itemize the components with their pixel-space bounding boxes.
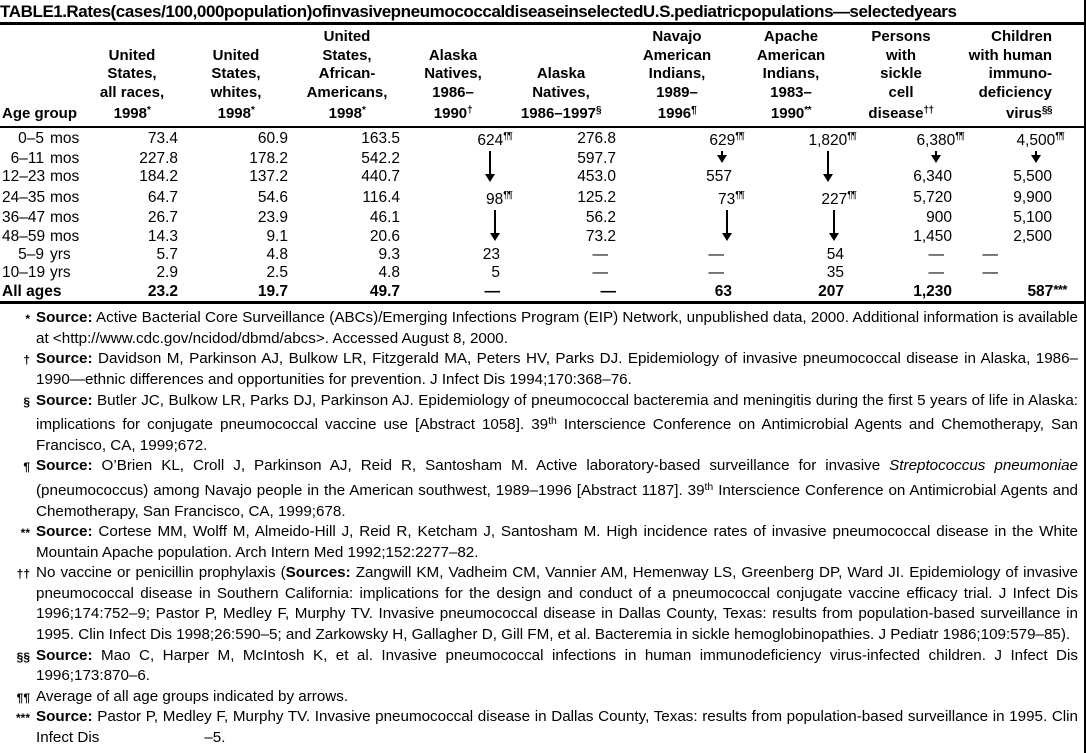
footnote-text: th [548,415,557,428]
footnote-text: Cortese MM, Wolff M, Almeido-Hill J, Reid R, Ketcham J, Santosham M. High incidence rates of invasive pneumococcal disease in the White Mountain Apache population. Arch Intern Med 1992;152:2277–82. [36,523,1078,561]
table-cell: — [708,245,724,263]
table-cell [622,150,738,168]
footnote-marker: ¶¶ [16,690,30,705]
table-cell [622,228,738,246]
table-cell: — [708,264,724,282]
footnote-ref: * [146,105,151,116]
table-cell: — [592,245,608,263]
table-cell: 5 [491,264,500,282]
table-cell: — [484,282,500,300]
footnote [0,308,1086,349]
table-cell: — [600,282,616,300]
footnote-text: Source: [36,350,93,368]
footnote-ref: † [467,105,473,116]
table-cell: 116.4 [362,188,400,206]
column-header: Navajo American Indians, 1989– 1996¶ [622,25,738,127]
table-cell: 20.6 [369,227,400,245]
table-cell: 64.7 [147,188,178,206]
footnote-ref: ** [804,105,812,116]
table-cell: 73.2 [585,227,616,245]
table-cell: 56.2 [585,209,616,227]
filler-cell [1058,168,1086,186]
table-cell: 227.8 [139,149,178,167]
filler-cell [1058,246,1086,264]
footnotes [0,304,1086,748]
footnote [0,456,1086,522]
filler-cell [1058,209,1086,227]
table-cell [850,150,958,168]
table-row [0,187,1086,209]
table-cell: 26.7 [147,209,178,227]
table-wrap [0,25,1086,301]
table-cell: 1,450 [913,227,952,245]
table-cell: 557 [706,168,732,186]
header-row [0,25,1086,127]
table-cell: 2,500 [1013,227,1052,245]
table-cell: 5,500 [1013,168,1052,186]
table-row [0,150,1086,168]
table-cell: 5,100 [1013,209,1052,227]
column-header: Children with human immuno- deficiency virus§§ [958,25,1058,127]
table-cell: 4.8 [378,264,400,282]
footnote-text: Davidson M, Parkinson AJ, Bulkow LR, Fitzgerald MA, Peters HV, Parks DJ. Epidemiology of invasive pneumococcal disease in Alaska, 1986–1990—ethnic differences and opportunities for prevention. J Infect Dis 1994;170:368–76. [36,350,1078,388]
footnote-text: Source: [36,708,93,726]
footnote-ref: †† [923,105,934,116]
table-cell: — [592,264,608,282]
column-header: Apache American Indians, 1983– 1990** [738,25,850,127]
table-cell: 9.3 [378,245,400,263]
footnote-text: Mao C, Harper M, McIntosh K, et al. Invasive pneumococcal infections in human immunodeficiency virus-infected children. J Infect Dis 1996;173:870–6. [36,646,1078,685]
column-header: United States, whites, 1998* [184,25,294,127]
footnote-text: Active Bacterial Core Surveillance (ABCs)/Emerging Infections Program (EIP) Network, unpublished data, 2000. Additional information is available at <http://www.cdc.gov/ncidod/dbmd/abcs>. Accessed August 8, 2000. [36,309,1078,347]
filler-cell [1058,264,1086,282]
table-cell [738,168,850,186]
footnote-text: Source: [36,457,93,475]
table-cell: 207 [818,282,844,300]
table-cell: 2.9 [156,264,178,282]
footnote-text: O’Brien KL, Croll J, Parkinson AJ, Reid R, Santosham M. Active laboratory-based surveillance for invasive [92,457,890,475]
filler-cell [1058,187,1086,209]
footnote-marker: §§ [16,649,30,664]
table-cell: 5.7 [156,245,178,263]
footnote [0,522,1086,563]
table-row [0,228,1086,246]
table-cell: 5,720 [913,188,952,206]
table-cell: 1,230 [913,282,952,300]
table-cell: 184.2 [139,168,178,186]
footnote-marker: †† [16,567,30,582]
table-cell [738,228,850,246]
footnote-ref: * [361,105,366,116]
footnote-ref: ¶¶ [847,130,856,142]
footnote-ref: ¶¶ [735,130,744,142]
table-cell [738,150,850,168]
table-cell: 6,380¶¶ [916,130,964,149]
footnote-text: (pneumococcus) among Navajo people in the American southwest, 1989–1996 [Abstract 1187]. 39 [36,481,705,499]
table-cell: 23 [482,245,500,263]
footnote-ref: ¶¶ [503,130,512,142]
age-group-cell: All ages [2,282,62,300]
footnote [0,391,1086,457]
footnote-text: Pastor P, Medley F, Murphy TV. Invasive pneumococcal disease in Dallas County, Texas: results from population-based surveillance in 1995. Clin Infect Dis [36,708,1078,747]
footnote-ref: ¶¶ [503,189,512,201]
table-cell: 60.9 [257,129,288,147]
footnote-ref: §§ [1041,105,1052,116]
footnote-marker: ¶ [23,460,30,475]
footnote-text: –5. [204,729,226,747]
table-cell: 629¶¶ [709,130,744,149]
table-cell: 19.7 [257,282,288,300]
footnote-text: Source: [36,391,93,409]
footnote-ref: ¶¶ [1055,130,1064,142]
table-cell: 23.2 [147,282,178,300]
table-header [0,25,1086,127]
footnote-marker: † [23,353,30,368]
column-header: Alaska Natives, 1986– 1990† [406,25,506,127]
table-cell: 49.7 [369,282,400,300]
footnote-ref: *** [1053,281,1067,297]
table-cell: 125.2 [577,188,616,206]
footnote-text: th [704,480,714,493]
table-cell: 54.6 [257,188,288,206]
table-cell: 73.4 [147,129,178,147]
table-row [0,246,1086,264]
footnote-marker: * [25,312,30,327]
footnote-text: Streptococcus pneumoniae [889,457,1078,475]
table-cell: 46.1 [369,209,400,227]
footnote-text: Zangwill KM, Vadheim CM, Vannier AM, Hemenway LS, Greenberg DP, Ward JI. Epidemiology of invasive pneumococcal disease in Southern California: implications for the design and conduct of a pneumococcal conjugate vaccine efficacy trial. J Infect Dis 1996;174:752–9; Pastor P, Medley F, Murphy TV. Invasive pneumococcal disease in Dallas County, Texas: results from population-based surveillance in 1995. Clin Infect Dis 1998;26:590–5; and Zarkowsky H, Gallagher D, Gill FM, et al. Bacteremia in sickle hemoglobinopathies. J Pediatr 1986;109:579–85). [36,564,1078,644]
table-cell: 163.5 [361,129,400,147]
table-cell: 542.2 [361,149,400,167]
table-cell [406,209,506,227]
table-cell: 54 [826,245,844,263]
footnote-text: Source: [36,646,93,664]
table-cell: — [928,245,944,263]
footnote-text: Source: [36,309,93,327]
table-cell: 98¶¶ [486,189,512,208]
footnote [0,646,1086,687]
table-cell: 9,900 [1013,188,1052,206]
footnote-ref: * [250,105,255,116]
table-cell: 440.7 [361,168,400,186]
table-cell: 73¶¶ [718,189,744,208]
age-group-cell: 10–19 yrs [2,264,71,282]
footnote-text: Butler JC, Bulkow LR, Parks DJ, Parkinson AJ. Epidemiology of pneumococcal bacteremia and meningitis during the first 5 years of life in Alaska: implications for conjugate pneumococcal vaccine use [Abstract 1058]. 39 [36,391,1078,434]
age-group-cell: 24–35 mos [2,188,80,206]
table-cell: 9.1 [266,227,288,245]
footnote-text: No vaccine or penicillin prophylaxis ( [36,564,286,582]
footnote [0,349,1086,390]
table-cell: 4.8 [266,245,288,263]
table-cell: 4,500¶¶ [1016,130,1064,149]
filler-cell [1058,228,1086,246]
filler-header [1058,25,1086,127]
table-cell: 587*** [1027,281,1067,300]
table-cell: 178.2 [249,149,288,167]
table-cell [622,209,738,227]
footnote-text: Sources: [285,564,351,582]
table-cell: 63 [714,282,732,300]
footnote-text: Average of all age groups indicated by arrows. [36,687,349,705]
table-cell: 137.2 [249,168,288,186]
age-group-header: Age group [0,25,86,127]
table-cell: 2.5 [266,264,288,282]
table-row [0,264,1086,282]
column-header: Alaska Natives, 1986–1997§ [506,25,622,127]
footnote-text: Interscience Conference on Antimicrobial Agents and Chemotherapy, San Francisco, CA, 1999;678. [36,481,1078,520]
footnote-marker: *** [15,711,30,726]
footnote-marker: ** [20,526,30,541]
age-group-cell: 48–59 mos [2,227,80,245]
table-cell: 624¶¶ [477,130,512,149]
table-title: TABLE 1. Rates (cases/100,000 population) of invasive pneumococcal disease in selected U.S. pediatric populations — selected years [0,2,957,21]
table-row [0,168,1086,186]
column-header: Persons with sickle cell disease†† [850,25,958,127]
column-header: United States, African- Americans, 1998* [294,25,406,127]
footnote-ref: ¶¶ [735,189,744,201]
table-cell [406,168,506,186]
column-header: United States, all races, 1998* [86,25,184,127]
footnote-ref: ¶¶ [955,130,964,142]
table-cell: 35 [826,264,844,282]
data-table [0,25,1086,301]
footnote-ref: ¶ [691,105,697,116]
table-cell: 227¶¶ [821,189,856,208]
age-group-cell: 36–47 mos [2,209,80,227]
table-cell: 1,820¶¶ [808,130,856,149]
age-group-cell: 6–11 mos [10,149,80,167]
footnote-text: Source: [36,523,93,541]
footnote [0,707,1086,748]
table-body [0,127,1086,302]
table-cell: 23.9 [257,209,288,227]
table-row [0,127,1086,150]
footnote-text: Interscience Conference on Antimicrobial Agents and Chemotherapy, San Francisco, CA, 1999;672. [36,416,1078,454]
age-group-cell: 0–5 mos [18,129,80,147]
footnote-marker: § [23,394,30,409]
footnote [0,563,1086,645]
table-cell: 14.3 [147,227,178,245]
footnote-ref: § [596,105,602,116]
table-cell: 453.0 [577,168,616,186]
table-cell: — [928,264,944,282]
table-cell: 276.8 [577,129,616,147]
table-cell: — [982,245,998,263]
table-cell: 6,340 [913,168,952,186]
filler-cell [1058,150,1086,168]
footnote-ref: ¶¶ [847,189,856,201]
table-cell [958,150,1058,168]
table-cell: 900 [926,209,952,227]
table-cell: — [982,264,998,282]
table-cell [406,150,506,168]
table-cell [738,209,850,227]
table-cell: 597.7 [577,149,616,167]
table-row [0,209,1086,227]
table-row [0,283,1086,301]
table-cell [406,228,506,246]
age-group-cell: 12–23 mos [2,168,80,186]
footnote [0,687,1086,708]
age-group-cell: 5–9 yrs [18,245,71,263]
